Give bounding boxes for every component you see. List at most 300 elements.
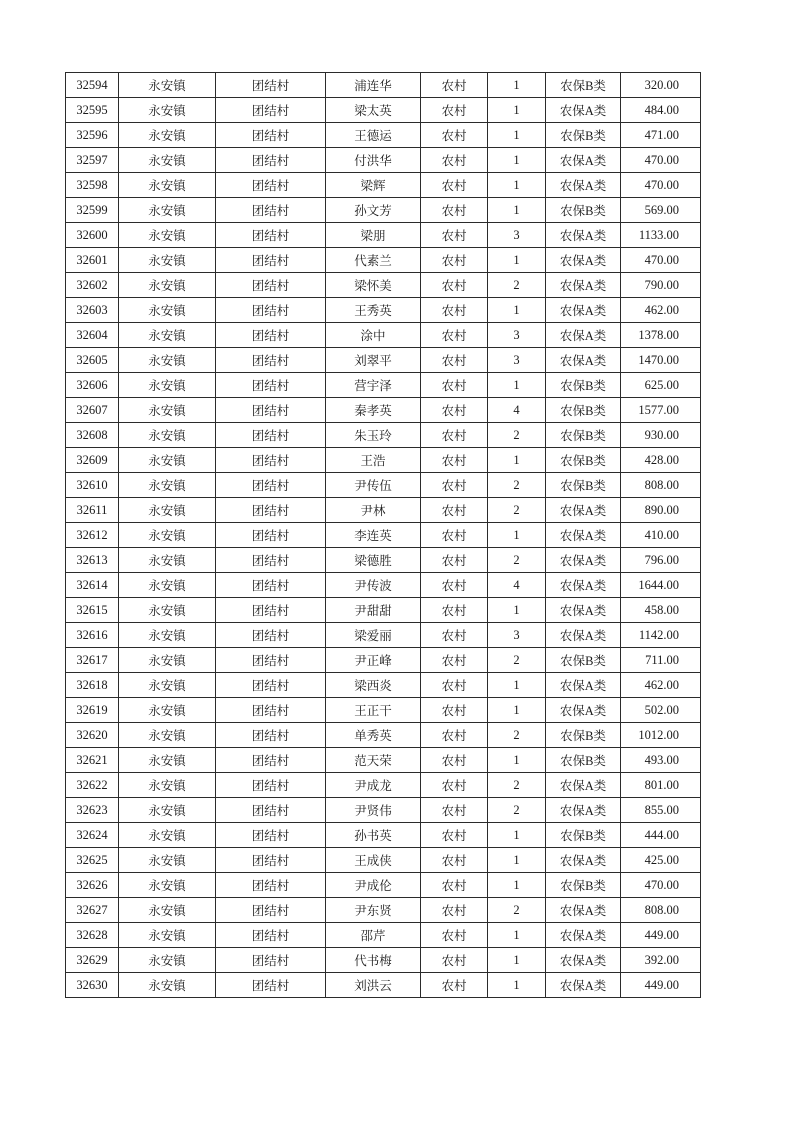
cell-town: 永安镇 [119,123,216,148]
cell-amount: 1470.00 [621,348,701,373]
cell-amount: 1577.00 [621,398,701,423]
cell-count: 1 [488,948,546,973]
cell-amount: 462.00 [621,673,701,698]
cell-town: 永安镇 [119,248,216,273]
cell-name: 梁太英 [326,98,421,123]
cell-id: 32596 [66,123,119,148]
cell-count: 1 [488,973,546,998]
cell-category: 农村 [421,848,488,873]
cell-name: 王秀英 [326,298,421,323]
table-row [66,848,701,873]
cell-insurance_type: 农保A类 [546,698,621,723]
cell-amount: 392.00 [621,948,701,973]
cell-category: 农村 [421,348,488,373]
cell-town: 永安镇 [119,348,216,373]
cell-insurance_type: 农保B类 [546,748,621,773]
cell-category: 农村 [421,98,488,123]
cell-insurance_type: 农保A类 [546,498,621,523]
table-row [66,898,701,923]
cell-village: 团结村 [216,748,326,773]
cell-category: 农村 [421,448,488,473]
cell-category: 农村 [421,948,488,973]
cell-amount: 1142.00 [621,623,701,648]
cell-name: 梁西炎 [326,673,421,698]
cell-town: 永安镇 [119,798,216,823]
cell-id: 32626 [66,873,119,898]
cell-count: 1 [488,448,546,473]
cell-name: 代书梅 [326,948,421,973]
cell-id: 32617 [66,648,119,673]
cell-village: 团结村 [216,973,326,998]
cell-count: 1 [488,923,546,948]
cell-count: 1 [488,373,546,398]
cell-village: 团结村 [216,448,326,473]
cell-name: 梁德胜 [326,548,421,573]
cell-village: 团结村 [216,498,326,523]
cell-id: 32613 [66,548,119,573]
cell-name: 浦连华 [326,73,421,98]
table-row [66,498,701,523]
cell-amount: 855.00 [621,798,701,823]
cell-count: 3 [488,323,546,348]
cell-amount: 462.00 [621,298,701,323]
cell-town: 永安镇 [119,273,216,298]
cell-insurance_type: 农保B类 [546,398,621,423]
table-row [66,273,701,298]
table-row [66,573,701,598]
cell-name: 尹传波 [326,573,421,598]
cell-count: 2 [488,548,546,573]
cell-count: 2 [488,423,546,448]
cell-category: 农村 [421,823,488,848]
cell-village: 团结村 [216,473,326,498]
cell-id: 32607 [66,398,119,423]
cell-town: 永安镇 [119,948,216,973]
cell-id: 32622 [66,773,119,798]
cell-amount: 458.00 [621,598,701,623]
cell-count: 4 [488,573,546,598]
table-row [66,923,701,948]
cell-amount: 449.00 [621,923,701,948]
cell-insurance_type: 农保B类 [546,123,621,148]
table-row [66,398,701,423]
cell-town: 永安镇 [119,448,216,473]
table-row [66,98,701,123]
cell-count: 1 [488,848,546,873]
cell-amount: 1644.00 [621,573,701,598]
cell-insurance_type: 农保A类 [546,623,621,648]
table-row [66,698,701,723]
cell-insurance_type: 农保A类 [546,548,621,573]
cell-count: 1 [488,148,546,173]
cell-id: 32606 [66,373,119,398]
cell-village: 团结村 [216,373,326,398]
cell-count: 2 [488,273,546,298]
table-row [66,748,701,773]
cell-category: 农村 [421,898,488,923]
cell-category: 农村 [421,148,488,173]
cell-village: 团结村 [216,173,326,198]
cell-category: 农村 [421,798,488,823]
cell-id: 32608 [66,423,119,448]
cell-name: 单秀英 [326,723,421,748]
cell-count: 2 [488,723,546,748]
cell-insurance_type: 农保A类 [546,773,621,798]
cell-name: 刘洪云 [326,973,421,998]
cell-insurance_type: 农保A类 [546,148,621,173]
cell-count: 1 [488,73,546,98]
cell-category: 农村 [421,973,488,998]
cell-id: 32609 [66,448,119,473]
cell-town: 永安镇 [119,648,216,673]
cell-count: 1 [488,873,546,898]
cell-town: 永安镇 [119,623,216,648]
cell-count: 1 [488,598,546,623]
cell-insurance_type: 农保B类 [546,448,621,473]
table-row [66,173,701,198]
cell-amount: 796.00 [621,548,701,573]
cell-village: 团结村 [216,623,326,648]
cell-town: 永安镇 [119,523,216,548]
cell-name: 刘翠平 [326,348,421,373]
table-row [66,523,701,548]
cell-name: 秦孝英 [326,398,421,423]
cell-amount: 1012.00 [621,723,701,748]
table-row [66,223,701,248]
cell-id: 32624 [66,823,119,848]
cell-name: 王德运 [326,123,421,148]
cell-category: 农村 [421,623,488,648]
cell-id: 32601 [66,248,119,273]
cell-count: 1 [488,823,546,848]
cell-insurance_type: 农保A类 [546,348,621,373]
cell-id: 32599 [66,198,119,223]
table-row [66,873,701,898]
cell-town: 永安镇 [119,873,216,898]
cell-amount: 625.00 [621,373,701,398]
cell-village: 团结村 [216,773,326,798]
cell-count: 1 [488,173,546,198]
cell-insurance_type: 农保B类 [546,423,621,448]
cell-amount: 801.00 [621,773,701,798]
cell-town: 永安镇 [119,923,216,948]
table-row [66,798,701,823]
cell-category: 农村 [421,323,488,348]
cell-town: 永安镇 [119,748,216,773]
cell-name: 梁辉 [326,173,421,198]
cell-category: 农村 [421,573,488,598]
cell-town: 永安镇 [119,723,216,748]
cell-town: 永安镇 [119,473,216,498]
cell-id: 32600 [66,223,119,248]
cell-insurance_type: 农保A类 [546,923,621,948]
cell-id: 32611 [66,498,119,523]
cell-town: 永安镇 [119,598,216,623]
cell-amount: 320.00 [621,73,701,98]
cell-village: 团结村 [216,648,326,673]
cell-town: 永安镇 [119,673,216,698]
table-row [66,423,701,448]
cell-id: 32615 [66,598,119,623]
cell-town: 永安镇 [119,848,216,873]
cell-count: 1 [488,523,546,548]
cell-village: 团结村 [216,323,326,348]
cell-category: 农村 [421,298,488,323]
cell-amount: 470.00 [621,248,701,273]
cell-village: 团结村 [216,98,326,123]
cell-insurance_type: 农保B类 [546,373,621,398]
cell-amount: 808.00 [621,898,701,923]
cell-name: 范天荣 [326,748,421,773]
cell-name: 孙文芳 [326,198,421,223]
cell-village: 团结村 [216,548,326,573]
cell-insurance_type: 农保A类 [546,798,621,823]
cell-insurance_type: 农保A类 [546,273,621,298]
cell-village: 团结村 [216,673,326,698]
cell-category: 农村 [421,873,488,898]
cell-insurance_type: 农保A类 [546,223,621,248]
cell-amount: 428.00 [621,448,701,473]
cell-id: 32628 [66,923,119,948]
cell-count: 1 [488,198,546,223]
cell-village: 团结村 [216,798,326,823]
cell-insurance_type: 农保A类 [546,598,621,623]
cell-amount: 493.00 [621,748,701,773]
cell-village: 团结村 [216,723,326,748]
cell-count: 1 [488,298,546,323]
cell-town: 永安镇 [119,148,216,173]
cell-town: 永安镇 [119,198,216,223]
cell-village: 团结村 [216,948,326,973]
cell-name: 孙书英 [326,823,421,848]
cell-category: 农村 [421,498,488,523]
cell-amount: 470.00 [621,173,701,198]
cell-id: 32610 [66,473,119,498]
table-row [66,648,701,673]
cell-id: 32614 [66,573,119,598]
table-row [66,373,701,398]
cell-count: 2 [488,798,546,823]
cell-town: 永安镇 [119,373,216,398]
cell-village: 团结村 [216,73,326,98]
table-body [66,73,701,998]
cell-id: 32625 [66,848,119,873]
cell-count: 3 [488,623,546,648]
table-row [66,623,701,648]
cell-count: 1 [488,123,546,148]
cell-count: 2 [488,773,546,798]
cell-village: 团结村 [216,923,326,948]
cell-amount: 449.00 [621,973,701,998]
cell-village: 团结村 [216,698,326,723]
cell-village: 团结村 [216,523,326,548]
cell-village: 团结村 [216,148,326,173]
cell-village: 团结村 [216,848,326,873]
cell-category: 农村 [421,248,488,273]
cell-name: 尹正峰 [326,648,421,673]
table-row [66,598,701,623]
cell-name: 梁朋 [326,223,421,248]
cell-category: 农村 [421,373,488,398]
cell-village: 团结村 [216,873,326,898]
cell-id: 32620 [66,723,119,748]
cell-count: 3 [488,223,546,248]
cell-insurance_type: 农保B类 [546,873,621,898]
cell-count: 2 [488,473,546,498]
cell-town: 永安镇 [119,323,216,348]
cell-id: 32604 [66,323,119,348]
cell-name: 王浩 [326,448,421,473]
cell-category: 农村 [421,523,488,548]
table-row [66,248,701,273]
table-row [66,298,701,323]
table-row [66,973,701,998]
cell-count: 1 [488,248,546,273]
table-row [66,448,701,473]
cell-amount: 930.00 [621,423,701,448]
cell-village: 团结村 [216,223,326,248]
cell-count: 2 [488,898,546,923]
cell-amount: 808.00 [621,473,701,498]
cell-insurance_type: 农保A类 [546,323,621,348]
cell-id: 32616 [66,623,119,648]
cell-name: 尹传伍 [326,473,421,498]
cell-count: 2 [488,498,546,523]
cell-village: 团结村 [216,898,326,923]
cell-amount: 425.00 [621,848,701,873]
cell-count: 1 [488,698,546,723]
cell-insurance_type: 农保B类 [546,73,621,98]
cell-insurance_type: 农保B类 [546,198,621,223]
cell-id: 32621 [66,748,119,773]
cell-amount: 711.00 [621,648,701,673]
cell-category: 农村 [421,698,488,723]
cell-amount: 444.00 [621,823,701,848]
cell-count: 1 [488,98,546,123]
table-row [66,948,701,973]
cell-village: 团结村 [216,398,326,423]
cell-category: 农村 [421,598,488,623]
cell-town: 永安镇 [119,398,216,423]
cell-village: 团结村 [216,273,326,298]
cell-town: 永安镇 [119,298,216,323]
cell-town: 永安镇 [119,73,216,98]
cell-count: 4 [488,398,546,423]
table-row [66,73,701,98]
cell-count: 1 [488,748,546,773]
cell-insurance_type: 农保B类 [546,823,621,848]
table-row [66,198,701,223]
cell-town: 永安镇 [119,823,216,848]
cell-category: 农村 [421,198,488,223]
cell-town: 永安镇 [119,698,216,723]
cell-category: 农村 [421,73,488,98]
cell-count: 1 [488,673,546,698]
cell-id: 32598 [66,173,119,198]
cell-insurance_type: 农保B类 [546,723,621,748]
cell-id: 32595 [66,98,119,123]
data-table [65,72,701,998]
cell-insurance_type: 农保A类 [546,298,621,323]
table-row [66,348,701,373]
cell-category: 农村 [421,173,488,198]
table-row [66,823,701,848]
cell-name: 朱玉玲 [326,423,421,448]
cell-name: 王成侠 [326,848,421,873]
cell-id: 32605 [66,348,119,373]
cell-name: 涂中 [326,323,421,348]
cell-name: 尹林 [326,498,421,523]
cell-id: 32618 [66,673,119,698]
cell-category: 农村 [421,748,488,773]
cell-insurance_type: 农保A类 [546,573,621,598]
cell-insurance_type: 农保A类 [546,173,621,198]
cell-id: 32612 [66,523,119,548]
cell-name: 代素兰 [326,248,421,273]
cell-amount: 569.00 [621,198,701,223]
cell-insurance_type: 农保A类 [546,848,621,873]
cell-category: 农村 [421,398,488,423]
cell-id: 32629 [66,948,119,973]
cell-town: 永安镇 [119,98,216,123]
cell-village: 团结村 [216,298,326,323]
cell-category: 农村 [421,473,488,498]
cell-name: 李连英 [326,523,421,548]
table-row [66,548,701,573]
table-row [66,123,701,148]
cell-village: 团结村 [216,573,326,598]
cell-name: 梁爱丽 [326,623,421,648]
cell-category: 农村 [421,923,488,948]
cell-category: 农村 [421,423,488,448]
cell-town: 永安镇 [119,973,216,998]
cell-town: 永安镇 [119,773,216,798]
cell-amount: 470.00 [621,148,701,173]
cell-town: 永安镇 [119,898,216,923]
cell-insurance_type: 农保A类 [546,523,621,548]
cell-village: 团结村 [216,423,326,448]
cell-category: 农村 [421,773,488,798]
cell-amount: 470.00 [621,873,701,898]
cell-amount: 471.00 [621,123,701,148]
cell-name: 尹成伦 [326,873,421,898]
table-row [66,473,701,498]
cell-id: 32627 [66,898,119,923]
cell-count: 2 [488,648,546,673]
cell-id: 32594 [66,73,119,98]
cell-category: 农村 [421,548,488,573]
table-row [66,148,701,173]
table-row [66,673,701,698]
cell-town: 永安镇 [119,223,216,248]
cell-town: 永安镇 [119,423,216,448]
cell-name: 梁怀美 [326,273,421,298]
cell-town: 永安镇 [119,498,216,523]
cell-insurance_type: 农保B类 [546,473,621,498]
cell-category: 农村 [421,123,488,148]
cell-town: 永安镇 [119,573,216,598]
cell-insurance_type: 农保A类 [546,898,621,923]
cell-name: 营宇泽 [326,373,421,398]
cell-village: 团结村 [216,198,326,223]
cell-village: 团结村 [216,123,326,148]
table-row [66,723,701,748]
cell-town: 永安镇 [119,548,216,573]
cell-id: 32602 [66,273,119,298]
table-row [66,773,701,798]
cell-id: 32597 [66,148,119,173]
cell-category: 农村 [421,223,488,248]
